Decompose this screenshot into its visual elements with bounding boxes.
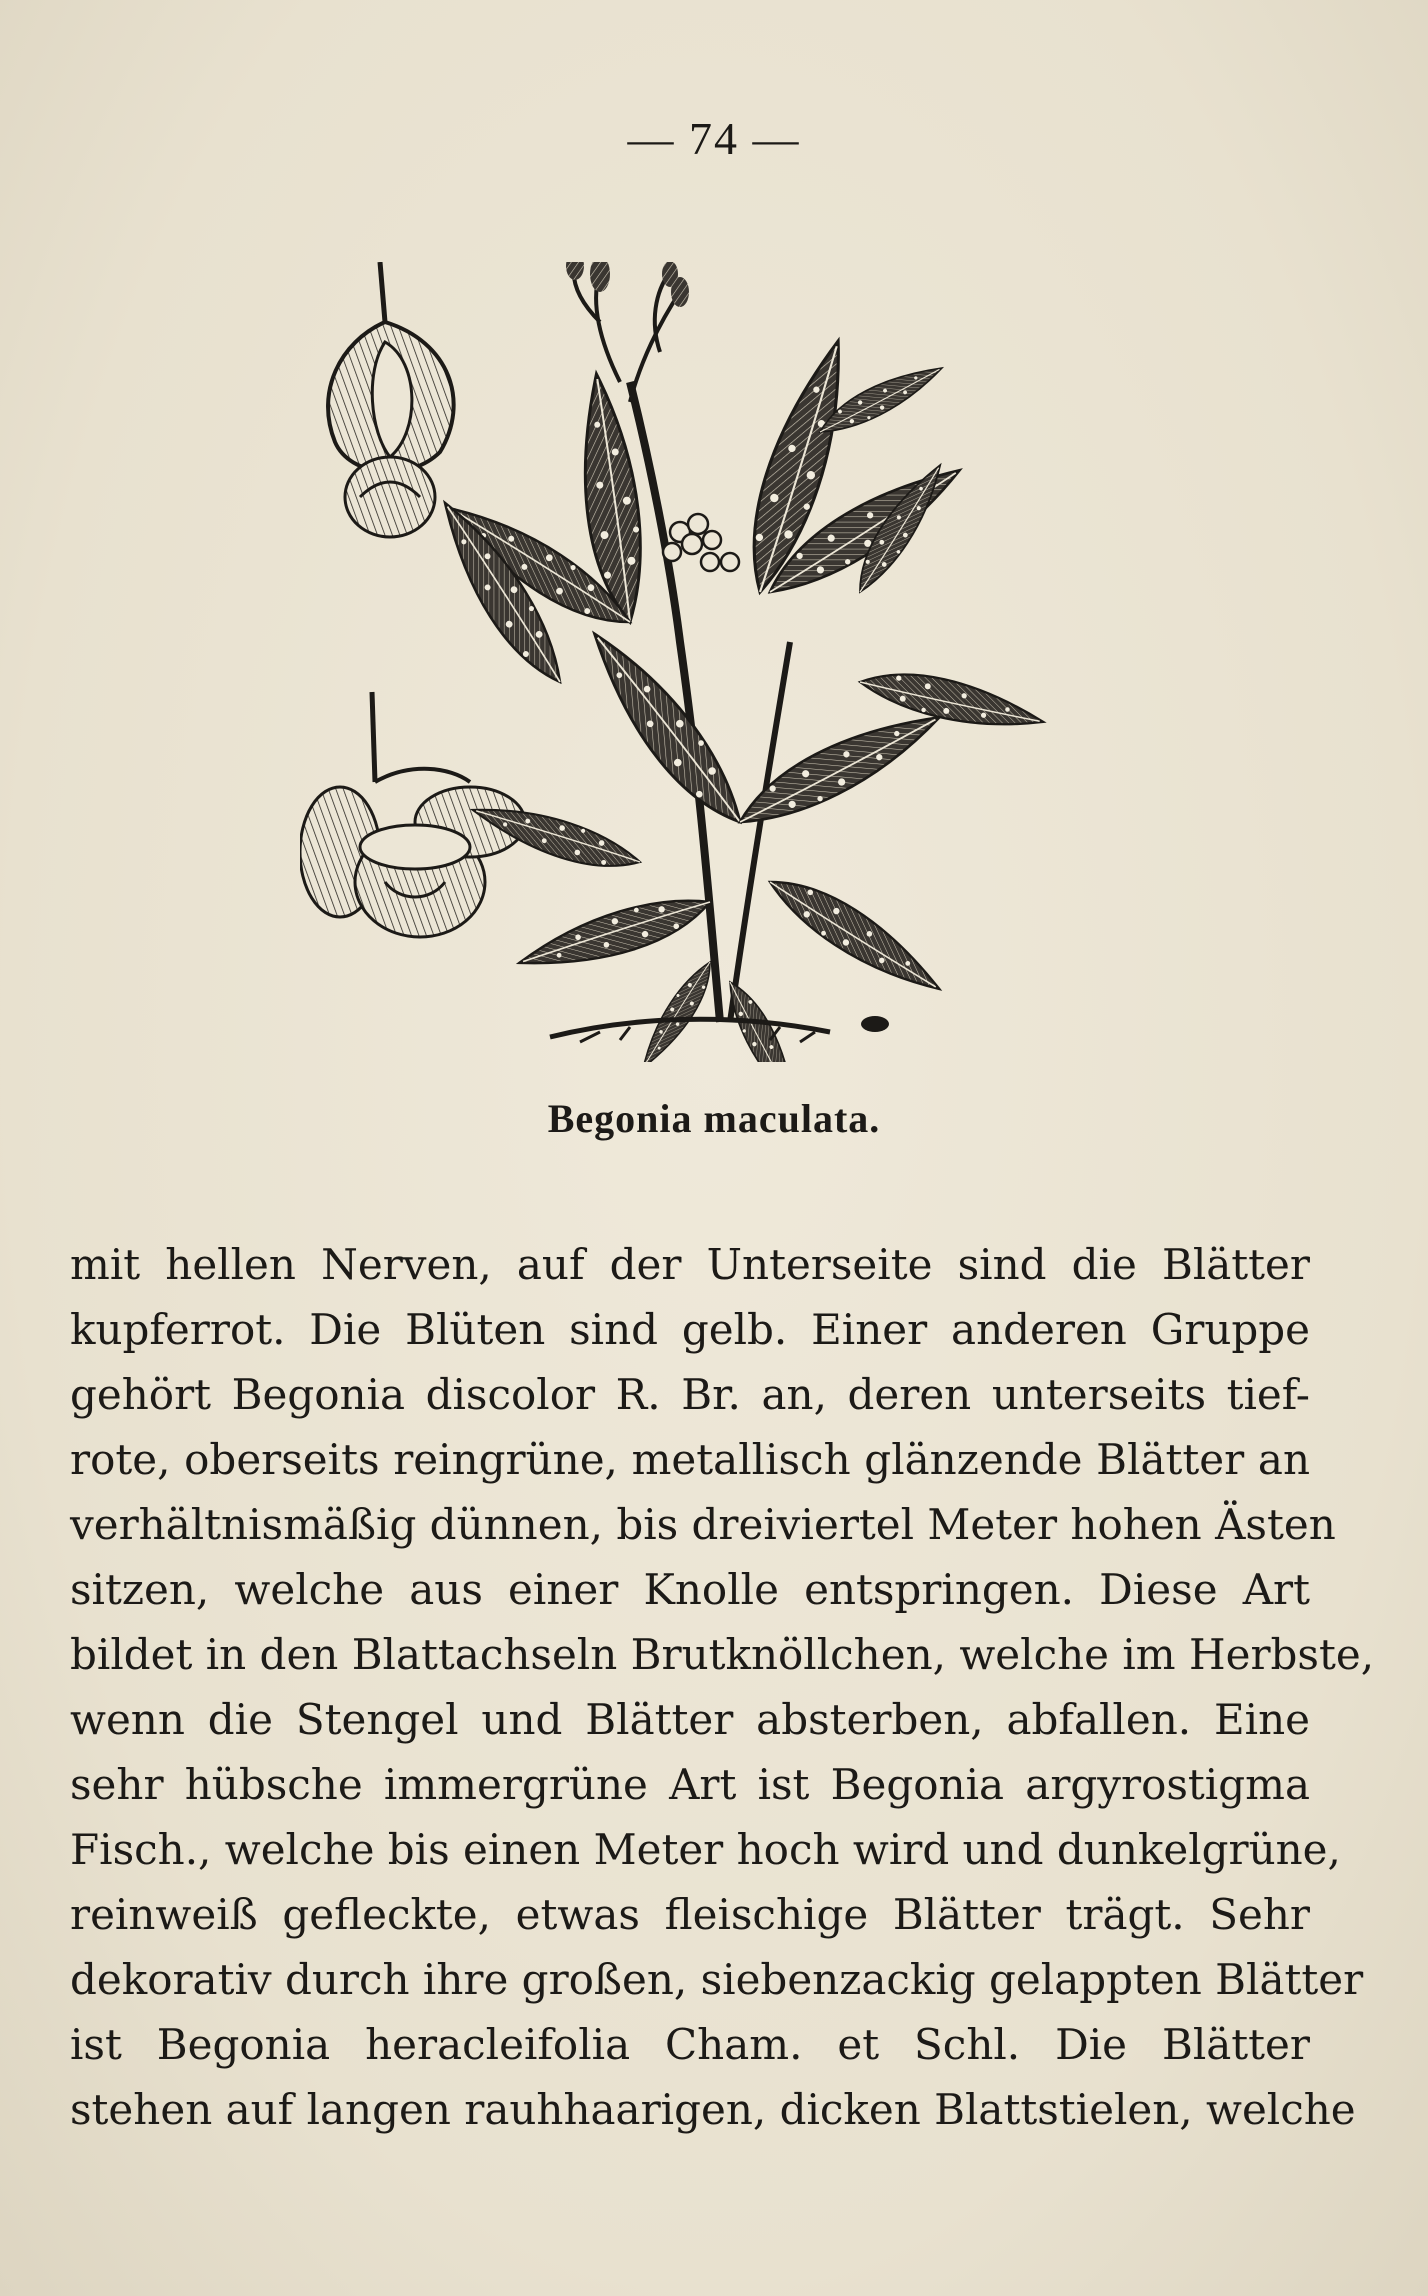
text-line: ist Begonia heracleifolia Cham. et Schl. Die Blätter: [70, 2020, 1310, 2069]
text-line: Fisch., welche bis einen Meter hoch wird und dunkelgrüne,: [70, 1825, 1341, 1874]
text-line: bildet in den Blattachseln Brutknöllchen, welche im Herbste,: [70, 1630, 1375, 1679]
plant-body: [422, 262, 1048, 1062]
text-line: verhältnismäßig dünnen, bis dreiviertel Meter hohen Ästen: [70, 1500, 1336, 1549]
page-number: — 74 —: [627, 113, 801, 164]
begonia-illustration: [300, 262, 1100, 1062]
text-line: reinweiß gefleckte, etwas fleischige Blätter trägt. Sehr: [70, 1890, 1310, 1939]
figure-caption: Begonia maculata.: [547, 1096, 881, 1141]
text-line: rote, oberseits reingrüne, metallisch glänzende Blätter an: [70, 1435, 1310, 1484]
text-line: sitzen, welche aus einer Knolle entspringen. Diese Art: [70, 1565, 1310, 1614]
text-line: stehen auf langen rauhhaarigen, dicken Blattstielen, welche: [70, 2085, 1356, 2134]
body-text: [70, 1232, 1375, 2142]
text-line: dekorativ durch ihre großen, siebenzackig gelappten Blätter: [70, 1955, 1364, 2004]
text-line: sehr hübsche immergrüne Art ist Begonia argyrostigma: [70, 1760, 1310, 1809]
text-line: mit hellen Nerven, auf der Unterseite sind die Blätter: [70, 1240, 1310, 1289]
text-line: kupferrot. Die Blüten sind gelb. Einer anderen Gruppe: [70, 1305, 1310, 1354]
text-line: wenn die Stengel und Blätter absterben, abfallen. Eine: [70, 1695, 1310, 1744]
text-line: gehört Begonia discolor R. Br. an, deren unterseits tief-: [70, 1370, 1310, 1419]
fruit-detail-top: [328, 262, 454, 537]
